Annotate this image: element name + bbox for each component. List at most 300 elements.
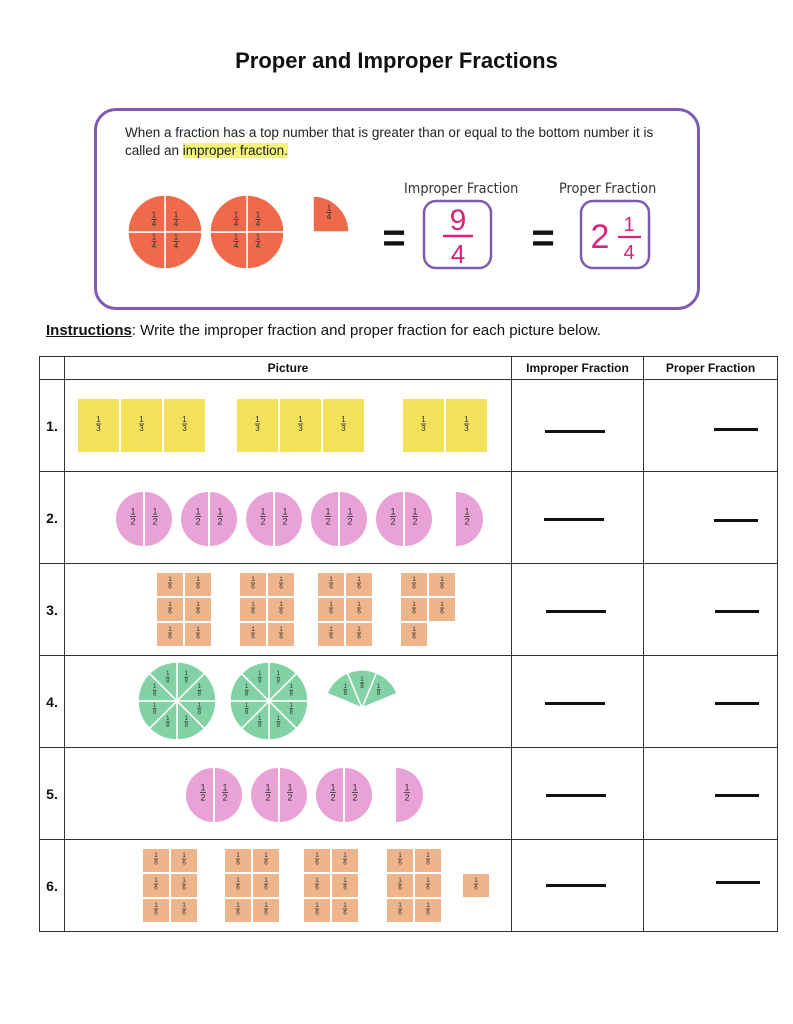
svg-text:8: 8 [258, 678, 262, 685]
svg-text:6: 6 [264, 859, 268, 867]
fraction-label [152, 507, 158, 527]
instructions-label: Instructions [46, 322, 132, 339]
fraction-label [153, 703, 157, 716]
whole-circle [376, 492, 432, 546]
svg-text:6: 6 [168, 633, 172, 641]
svg-text:2: 2 [195, 516, 201, 527]
fraction-label [390, 507, 396, 527]
svg-text:4: 4 [233, 219, 239, 229]
fraction-label [217, 507, 223, 527]
svg-text:4: 4 [255, 219, 261, 229]
row-number: 6. [40, 840, 65, 932]
fraction-label [236, 852, 240, 867]
fraction-label [265, 783, 271, 803]
fraction-label [182, 877, 186, 892]
svg-text:6: 6 [154, 909, 158, 917]
svg-text:2: 2 [390, 516, 396, 527]
svg-text:1: 1 [398, 852, 402, 859]
half-piece [210, 492, 237, 546]
svg-text:2: 2 [130, 516, 136, 527]
proper-answer-cell[interactable] [644, 564, 778, 656]
svg-text:4: 4 [151, 219, 157, 229]
fraction-label [326, 204, 331, 222]
improper-numerator: 9 [449, 204, 467, 237]
fraction-label [245, 684, 249, 697]
svg-text:2: 2 [412, 516, 418, 527]
svg-text:1: 1 [265, 782, 271, 793]
svg-text:3: 3 [255, 424, 260, 434]
whole-circle [116, 492, 172, 546]
row-number: 1. [40, 380, 65, 472]
fraction-label [182, 415, 187, 433]
fraction-label [139, 415, 144, 433]
svg-text:8: 8 [152, 709, 157, 716]
whole-pie [230, 662, 308, 740]
fraction-label [315, 877, 319, 892]
svg-text:3: 3 [464, 424, 469, 434]
improper-answer-line[interactable] [546, 794, 606, 797]
svg-text:1: 1 [154, 852, 158, 859]
svg-text:6: 6 [196, 633, 200, 641]
proper-answer-cell[interactable] [644, 380, 778, 472]
half-piece [145, 492, 172, 546]
svg-text:2: 2 [352, 792, 358, 803]
thirds-group [237, 399, 364, 452]
svg-text:1: 1 [315, 877, 319, 884]
svg-text:1: 1 [154, 902, 158, 909]
quarter-piece [128, 232, 165, 269]
fraction-label [200, 783, 206, 803]
fraction-label [196, 576, 200, 591]
fractions-table [39, 356, 778, 932]
svg-text:3: 3 [182, 424, 187, 434]
fraction-label [315, 902, 319, 917]
fraction-picture [65, 564, 511, 655]
svg-text:1: 1 [426, 877, 430, 884]
svg-text:6: 6 [251, 583, 255, 591]
svg-text:6: 6 [236, 909, 240, 917]
svg-text:1: 1 [315, 852, 319, 859]
proper-numerator: 1 [623, 214, 635, 236]
svg-text:1: 1 [255, 415, 260, 424]
fraction-label [398, 877, 402, 892]
fraction-label [412, 507, 418, 527]
table-row [40, 840, 778, 932]
svg-text:6: 6 [279, 583, 283, 591]
thirds-group [403, 399, 487, 452]
svg-text:1: 1 [279, 601, 283, 608]
fraction-label [421, 415, 426, 433]
fraction-label [151, 211, 156, 229]
svg-text:1: 1 [398, 877, 402, 884]
fraction-label [251, 576, 255, 591]
table-row [40, 656, 778, 748]
svg-text:4: 4 [255, 241, 261, 251]
svg-text:1: 1 [258, 671, 262, 678]
sixths-group [157, 573, 211, 646]
fraction-label [329, 626, 333, 641]
svg-text:1: 1 [315, 902, 319, 909]
svg-text:1: 1 [329, 626, 333, 633]
fraction-picture [65, 840, 511, 931]
svg-text:1: 1 [152, 506, 158, 517]
svg-text:6: 6 [398, 859, 402, 867]
svg-text:6: 6 [154, 884, 158, 892]
improper-answer-line[interactable] [544, 518, 604, 521]
fraction-label [255, 415, 260, 433]
header-picture: Picture [65, 357, 512, 380]
fraction-label [195, 507, 201, 527]
svg-text:3: 3 [341, 424, 346, 434]
svg-text:1: 1 [96, 415, 101, 424]
sixths-group [318, 573, 372, 646]
example-illustration [97, 111, 697, 307]
sixths-group [143, 849, 197, 922]
svg-text:6: 6 [329, 583, 333, 591]
fraction-label [412, 626, 416, 641]
table-row [40, 380, 778, 472]
sixths-group [225, 849, 279, 922]
svg-text:1: 1 [412, 626, 416, 633]
improper-answer-cell[interactable] [512, 748, 644, 840]
fraction-label [343, 902, 347, 917]
fraction-label [251, 626, 255, 641]
svg-text:1: 1 [233, 210, 239, 220]
svg-text:6: 6 [412, 583, 416, 591]
svg-text:4: 4 [151, 241, 157, 251]
improper-denominator: 4 [450, 239, 466, 269]
picture-cell [65, 748, 512, 840]
svg-text:1: 1 [233, 232, 239, 242]
fraction-label [398, 902, 402, 917]
svg-text:6: 6 [343, 859, 347, 867]
svg-text:1: 1 [152, 702, 157, 709]
fraction-label [255, 232, 260, 250]
improper-answer-line[interactable] [546, 884, 606, 887]
svg-text:1: 1 [474, 877, 478, 884]
fraction-picture [65, 656, 511, 747]
fraction-label [325, 507, 331, 527]
svg-text:6: 6 [196, 583, 200, 591]
svg-text:1: 1 [343, 902, 347, 909]
half-circle [456, 492, 483, 546]
svg-text:1: 1 [130, 506, 136, 517]
improper-answer-cell[interactable] [512, 564, 644, 656]
fraction-label [330, 783, 336, 803]
svg-text:1: 1 [412, 576, 416, 583]
fraction-label [196, 601, 200, 616]
svg-text:1: 1 [236, 902, 240, 909]
svg-text:1: 1 [182, 415, 187, 424]
svg-text:6: 6 [474, 884, 478, 892]
half-piece [340, 492, 367, 546]
svg-text:8: 8 [258, 723, 262, 730]
fraction-picture [65, 748, 511, 839]
fraction-label [341, 415, 346, 433]
svg-text:2: 2 [217, 516, 223, 527]
quarter-piece [247, 232, 284, 269]
table-row [40, 564, 778, 656]
fraction-label [352, 783, 358, 803]
table-header-row [40, 357, 778, 380]
svg-text:1: 1 [196, 601, 200, 608]
sixths-group [387, 849, 441, 922]
fraction-label [236, 877, 240, 892]
row-number: 2. [40, 472, 65, 564]
svg-text:1: 1 [360, 676, 364, 683]
fraction-label [282, 507, 288, 527]
svg-text:1: 1 [343, 683, 348, 690]
svg-text:1: 1 [276, 671, 280, 678]
svg-text:1: 1 [404, 782, 410, 793]
table-row [40, 748, 778, 840]
fraction-label [222, 783, 228, 803]
fraction-label [168, 626, 172, 641]
svg-text:1: 1 [282, 506, 288, 517]
fraction-label [426, 852, 430, 867]
svg-text:2: 2 [282, 516, 288, 527]
thirds-group [78, 399, 205, 452]
svg-text:2: 2 [404, 792, 410, 803]
page-title: Proper and Improper Fractions [235, 48, 558, 73]
svg-text:1: 1 [168, 626, 172, 633]
half-piece [405, 492, 432, 546]
svg-text:1: 1 [426, 852, 430, 859]
svg-text:1: 1 [440, 576, 444, 583]
picture-cell [65, 564, 512, 656]
intro-highlight: improper fraction. [182, 143, 288, 158]
svg-text:1: 1 [151, 210, 157, 220]
fraction-label [196, 626, 200, 641]
whole-circle [311, 492, 367, 546]
fraction-label [173, 211, 178, 229]
fraction-label [154, 877, 158, 892]
improper-answer-cell[interactable] [512, 656, 644, 748]
svg-text:1: 1 [152, 684, 157, 691]
fraction-label [440, 576, 444, 591]
fraction-label [154, 902, 158, 917]
svg-text:1: 1 [222, 782, 228, 793]
proper-whole: 2 [590, 218, 610, 256]
quarter-piece [210, 232, 247, 269]
svg-text:6: 6 [264, 909, 268, 917]
intro-body: When a fraction has a top number that is greater than or equal to the bottom number it is called an [125, 125, 654, 158]
picture-cell [65, 472, 512, 564]
svg-text:6: 6 [343, 909, 347, 917]
quarter-piece [247, 195, 284, 232]
half-piece [275, 492, 302, 546]
svg-text:1: 1 [464, 415, 469, 424]
svg-text:1: 1 [182, 877, 186, 884]
svg-text:3: 3 [421, 424, 426, 434]
fraction-label [315, 852, 319, 867]
fraction-label [357, 626, 361, 641]
example-single-quarter [313, 196, 349, 232]
fraction-label [245, 703, 249, 716]
svg-text:4: 4 [173, 219, 179, 229]
svg-text:6: 6 [426, 909, 430, 917]
svg-text:1: 1 [168, 576, 172, 583]
fraction-label [412, 601, 416, 616]
quarter-piece [210, 195, 247, 232]
svg-text:1: 1 [357, 576, 361, 583]
svg-text:1: 1 [279, 626, 283, 633]
half-piece [345, 768, 372, 822]
svg-text:2: 2 [260, 516, 266, 527]
svg-text:8: 8 [376, 691, 381, 698]
svg-text:1: 1 [264, 877, 268, 884]
fraction-label [474, 877, 478, 892]
picture-cell [65, 380, 512, 472]
row-number: 4. [40, 656, 65, 748]
whole-circle [251, 768, 307, 822]
proper-answer-line[interactable] [716, 881, 760, 884]
whole-circle [186, 768, 242, 822]
svg-text:1: 1 [244, 702, 249, 709]
proper-answer-line[interactable] [714, 519, 758, 522]
fraction-label [264, 877, 268, 892]
svg-text:6: 6 [264, 884, 268, 892]
svg-text:1: 1 [182, 902, 186, 909]
improper-answer-line[interactable] [546, 610, 606, 613]
svg-text:1: 1 [184, 715, 188, 722]
proper-answer-line[interactable] [715, 794, 759, 797]
example-box [94, 108, 700, 310]
svg-text:8: 8 [244, 691, 249, 698]
svg-text:6: 6 [398, 909, 402, 917]
fraction-label [329, 601, 333, 616]
fraction-label [347, 507, 353, 527]
svg-text:8: 8 [184, 678, 188, 685]
svg-text:1: 1 [196, 626, 200, 633]
fraction-label [287, 783, 293, 803]
svg-text:1: 1 [264, 902, 268, 909]
svg-text:1: 1 [197, 702, 202, 709]
whole-circle [181, 492, 237, 546]
whole-circle [316, 768, 372, 822]
svg-text:6: 6 [182, 909, 186, 917]
svg-text:6: 6 [168, 608, 172, 616]
fraction-label [276, 716, 280, 729]
svg-text:1: 1 [217, 506, 223, 517]
svg-text:8: 8 [166, 723, 170, 730]
whole-circle [246, 492, 302, 546]
proper-answer-cell[interactable] [644, 748, 778, 840]
svg-text:2: 2 [200, 792, 206, 803]
svg-text:1: 1 [251, 626, 255, 633]
fraction-label [184, 671, 188, 684]
svg-text:6: 6 [357, 633, 361, 641]
svg-text:1: 1 [196, 576, 200, 583]
svg-text:8: 8 [184, 723, 188, 730]
svg-text:6: 6 [398, 884, 402, 892]
svg-text:6: 6 [357, 583, 361, 591]
svg-text:1: 1 [255, 232, 261, 242]
improper-answer-cell[interactable] [512, 840, 644, 932]
svg-text:6: 6 [426, 884, 430, 892]
improper-answer-cell[interactable] [512, 472, 644, 564]
svg-text:2: 2 [287, 792, 293, 803]
svg-text:6: 6 [279, 608, 283, 616]
fraction-label [264, 902, 268, 917]
quarter-piece [128, 195, 165, 232]
svg-text:8: 8 [343, 691, 348, 698]
header-improper: Improper Fraction [512, 357, 644, 380]
svg-text:1: 1 [325, 506, 331, 517]
proper-answer-cell[interactable] [644, 840, 778, 932]
svg-text:8: 8 [289, 691, 294, 698]
proper-answer-line[interactable] [715, 610, 759, 613]
svg-text:1: 1 [236, 877, 240, 884]
proper-answer-cell[interactable] [644, 656, 778, 748]
svg-text:6: 6 [182, 884, 186, 892]
svg-text:3: 3 [96, 424, 101, 434]
svg-text:1: 1 [200, 782, 206, 793]
improper-answer-line[interactable] [545, 430, 605, 433]
svg-text:1: 1 [255, 210, 261, 220]
svg-text:1: 1 [426, 902, 430, 909]
svg-text:1: 1 [197, 684, 202, 691]
improper-answer-cell[interactable] [512, 380, 644, 472]
svg-text:6: 6 [315, 909, 319, 917]
table-row [40, 472, 778, 564]
svg-text:8: 8 [197, 709, 202, 716]
svg-text:6: 6 [236, 859, 240, 867]
svg-text:1: 1 [276, 715, 280, 722]
svg-text:1: 1 [341, 415, 346, 424]
half-piece [215, 768, 242, 822]
svg-text:8: 8 [276, 723, 280, 730]
equals-sign: = [531, 216, 555, 260]
improper-answer-line[interactable] [545, 702, 605, 705]
fraction-label [168, 576, 172, 591]
svg-text:1: 1 [376, 683, 381, 690]
sixths-group [240, 573, 294, 646]
svg-text:8: 8 [276, 678, 280, 685]
fraction-label [426, 902, 430, 917]
svg-text:6: 6 [279, 633, 283, 641]
svg-text:1: 1 [440, 601, 444, 608]
proper-answer-line[interactable] [715, 702, 759, 705]
svg-text:6: 6 [440, 608, 444, 616]
svg-text:6: 6 [412, 608, 416, 616]
sixths-group [304, 849, 358, 922]
fraction-label [251, 601, 255, 616]
svg-text:1: 1 [357, 601, 361, 608]
fraction-label [264, 852, 268, 867]
proper-answer-line[interactable] [714, 428, 758, 431]
svg-text:1: 1 [326, 203, 332, 213]
proper-answer-cell[interactable] [644, 472, 778, 564]
svg-text:6: 6 [343, 884, 347, 892]
svg-text:8: 8 [166, 678, 170, 685]
example-whole-circle [128, 195, 202, 269]
picture-cell [65, 840, 512, 932]
half-circle [396, 768, 423, 822]
svg-text:8: 8 [244, 709, 249, 716]
svg-text:1: 1 [412, 506, 418, 517]
header-number [40, 357, 65, 380]
svg-text:1: 1 [260, 506, 266, 517]
fraction-label [298, 415, 303, 433]
svg-text:4: 4 [233, 241, 239, 251]
fraction-picture [65, 472, 511, 563]
svg-text:1: 1 [258, 715, 262, 722]
svg-text:1: 1 [289, 684, 294, 691]
fraction-label [182, 902, 186, 917]
fraction-label [154, 852, 158, 867]
svg-text:1: 1 [329, 601, 333, 608]
